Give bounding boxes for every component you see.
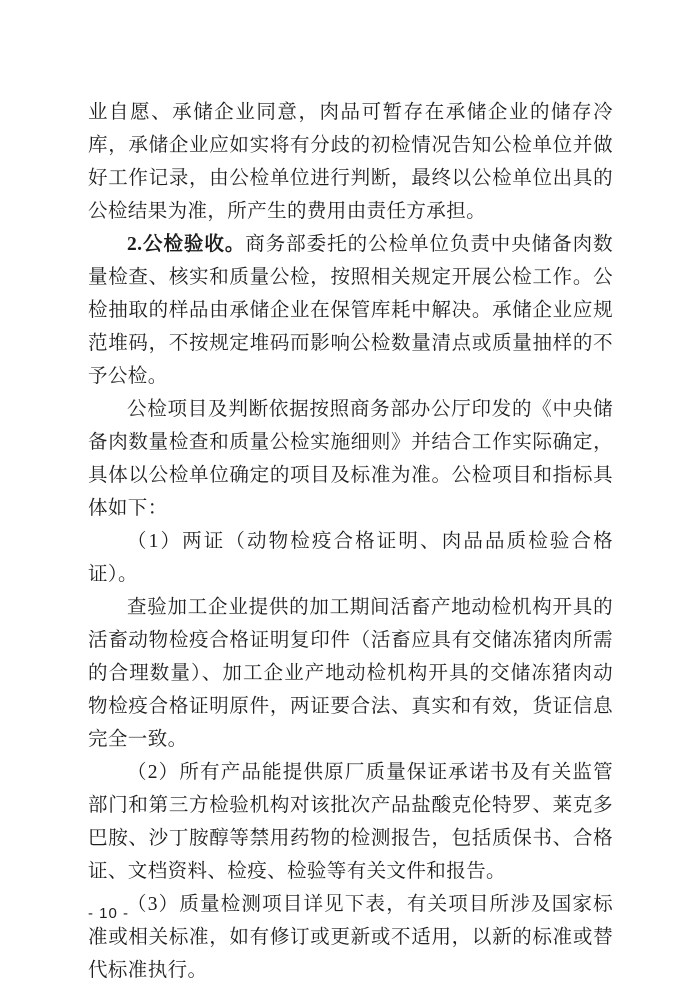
page-number: - 10 - [88,905,130,922]
paragraph-lead-bold: 2.公检验收。 [127,234,246,255]
paragraph: （3）质量检测项目详见下表，有关项目所涉及国家标准或相关标准，如有修订或更新或不适用，以新的标准或替代标准执行。 [88,894,613,981]
paragraph [88,228,613,393]
paragraph: 业自愿、承储企业同意，肉品可暂存在承储企业的储存冷库，承储企业应如实将有分歧的初检情况告知公检单位并做好工作记录，由公检单位进行判断，最终以公检单位出具的公检结果为准，所产生的费用由责任方承担。 [88,102,613,222]
paragraph: 公检项目及判断依据按照商务部办公厅印发的《中央储备肉数量检查和质量公检实施细则》并结合工作实际确定，具体以公检单位确定的项目及标准为准。公检项目和指标具体如下： [88,399,613,519]
paragraph: （2）所有产品能提供原厂质量保证承诺书及有关监管部门和第三方检验机构对该批次产品盐酸克伦特罗、莱克多巴胺、沙丁胺醇等禁用药物的检测报告，包括质保书、合格证、文档资料、检疫、检验等有关文件和报告。 [88,762,613,882]
paragraph: （1）两证（动物检疫合格证明、肉品品质检验合格证）。 [88,531,613,585]
document-body [88,96,613,987]
paragraph-text: 商务部委托的公检单位负责中央储备肉数量检查、核实和质量公检，按照相关规定开展公检工作。公检抽取的样品由承储企业在保管库耗中解决。承储企业应规范堆码，不按规定堆码而影响公检数量清点或质量抽样的不予公检。 [88,234,613,387]
paragraph: 查验加工企业提供的加工期间活畜产地动检机构开具的活畜动物检疫合格证明复印件（活畜应具有交储冻猪肉所需的合理数量）、加工企业产地动检机构开具的交储冻猪肉动物检疫合格证明原件，两证要合法、真实和有效，货证信息完全一致。 [88,597,613,750]
